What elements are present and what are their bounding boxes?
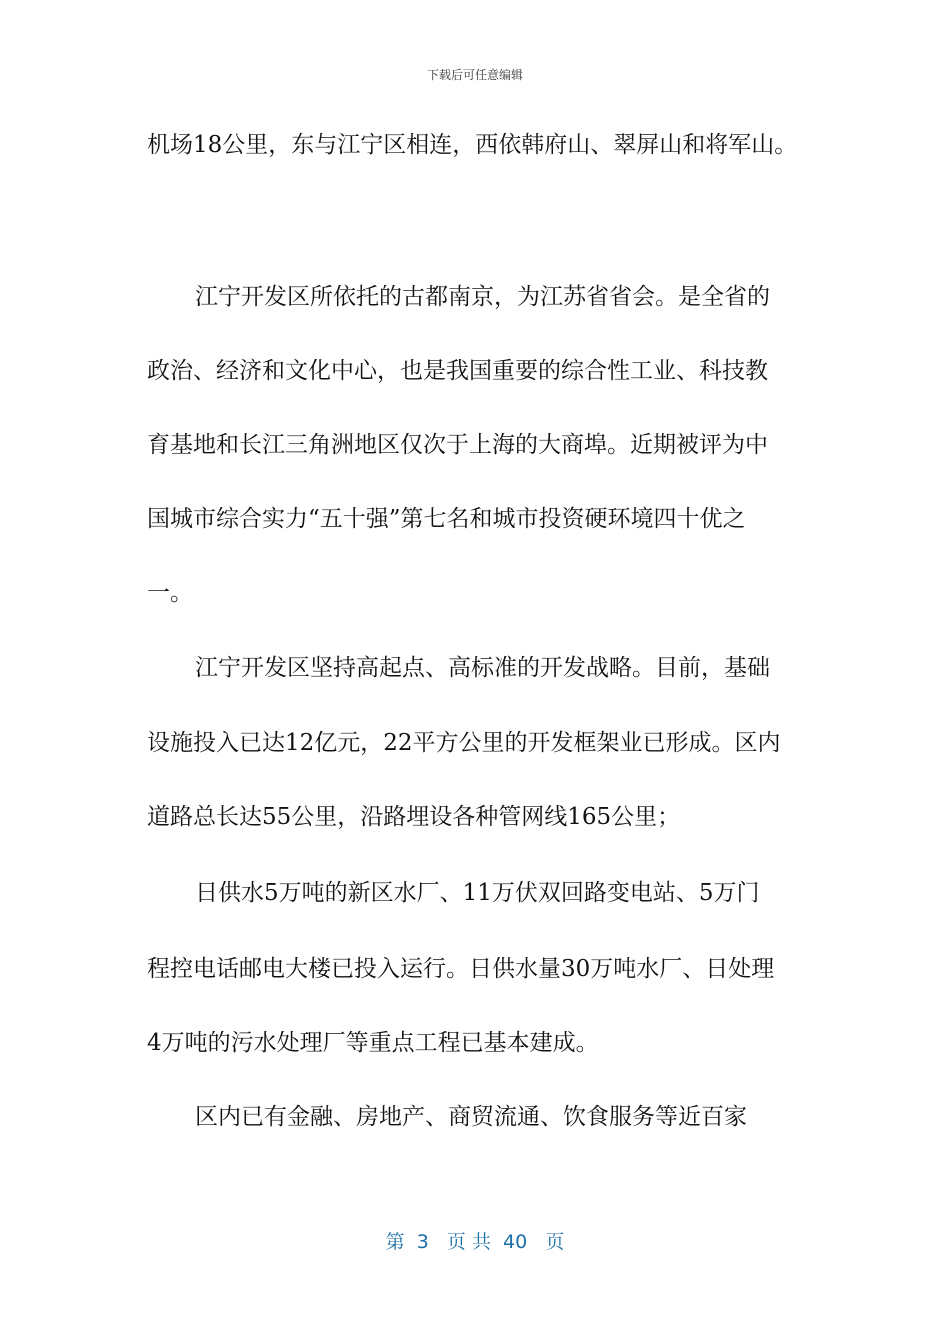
page-header: 下载后可任意编辑: [426, 68, 523, 82]
text-line: 一。: [147, 580, 193, 606]
text-line: 程控电话邮电大楼已投入运行。日供水量30万吨水厂、日处理: [147, 956, 775, 982]
text-line: 机场18公里，东与江宁区相连，西依韩府山、翠屏山和将军山。: [147, 132, 798, 158]
text-line: 政治、经济和文化中心，也是我国重要的综合性工业、科技教: [147, 358, 768, 384]
text-line: 区内已有金融、房地产、商贸流通、饮食服务等近百家: [195, 1104, 747, 1130]
text-line: 4万吨的污水处理厂等重点工程已基本建成。: [147, 1030, 599, 1056]
text-line: 日供水5万吨的新区水厂、11万伏双回路变电站、5万门: [195, 880, 760, 906]
text-line: 江宁开发区所依托的古都南京，为江苏省省会。是全省的: [195, 284, 770, 310]
text-line: 育基地和长江三角洲地区仅次于上海的大商埠。近期被评为中: [147, 432, 768, 458]
text-line: 道路总长达55公里，沿路埋设各种管网线165公里；: [147, 804, 681, 830]
text-line: 国城市综合实力“五十强”第七名和城市投资硬环境四十优之: [147, 506, 746, 532]
text-line: 设施投入已达12亿元，22平方公里的开发框架业已形成。区内: [147, 730, 781, 756]
page-number: 第 3 页 共 40 页: [385, 1231, 565, 1253]
text-line: 江宁开发区坚持高起点、高标准的开发战略。目前，基础: [195, 655, 770, 681]
